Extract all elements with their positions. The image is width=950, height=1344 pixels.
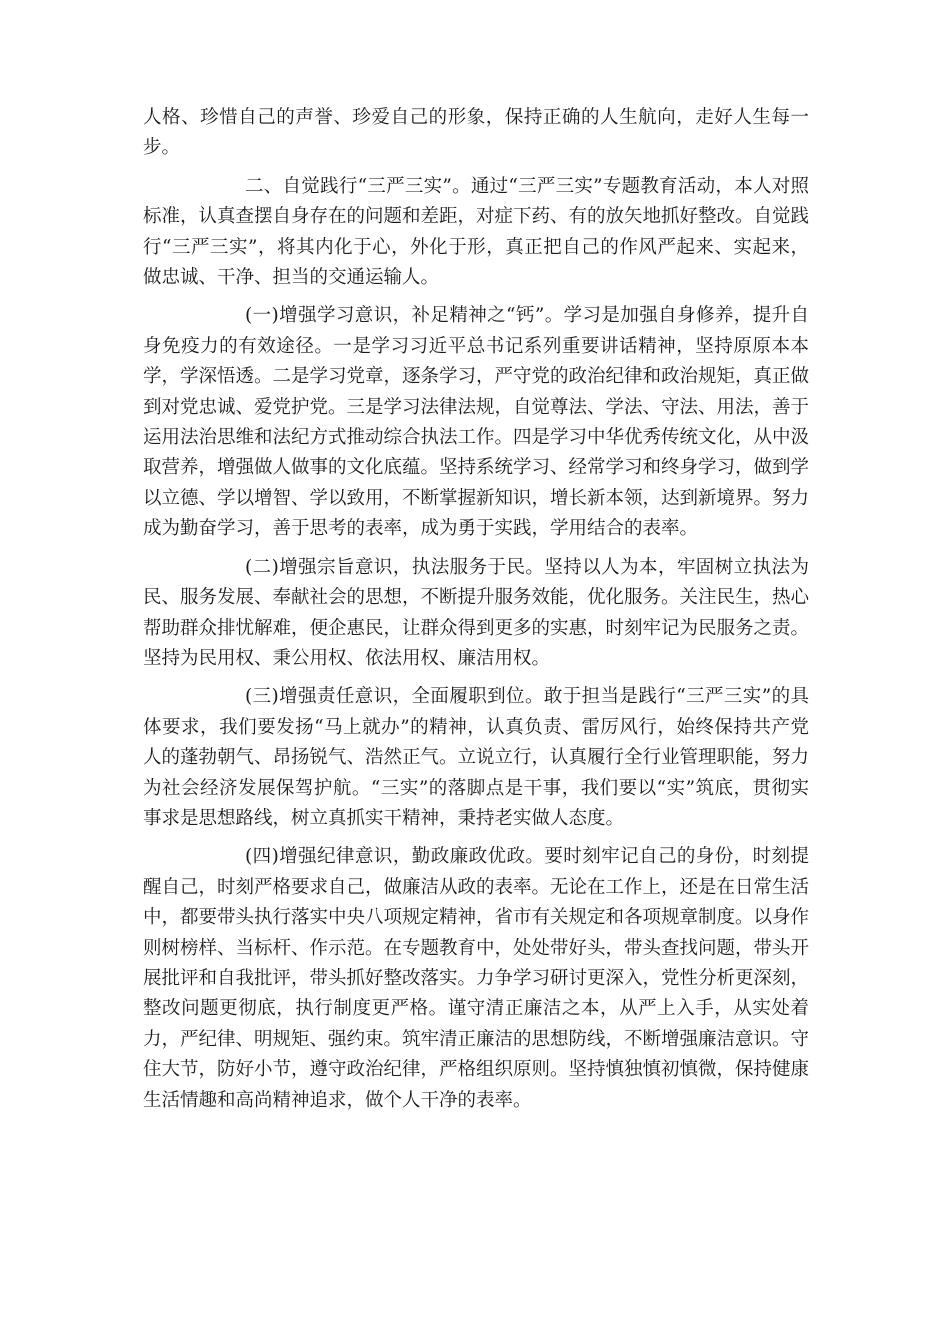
paragraph-item-four: (四)增强纪律意识，勤政廉政优政。要时刻牢记自己的身份，时刻提醒自己，时刻严格要求自己，做廉洁从政的表率。无论在工作上，还是在日常生活中，都要带头执行落实中央八项规定精神，省市有关规定和各项规章制度。以身作则树榜样、当标杆、作示范。在专题教育中，处处带好头，带头查找问题，带头开展批评和自我批评，带头抓好整改落实。力争学习研讨更深入，党性分析更深刻，整改问题更彻底，执行制度更严格。谨守清正廉洁之本，从严上入手，从实处着力，严纪律、明规矩、强约束。筑牢清正廉洁的思想防线，不断增强廉洁意识。守住大节，防好小节，遵守政治纪律，严格组织原则。坚持慎独慎初慎微，保持健康生活情趣和高尚精神追求，做个人干净的表率。 [143, 846, 810, 1111]
paragraph-item-three: (三)增强责任意识，全面履职到位。敢于担当是践行“三严三实”的具体要求，我们要发扬“马上就办”的精神，认真负责、雷厉风行，始终保持共产党人的蓬勃朝气、昂扬锐气、浩然正气。立说立行，认真履行全行业管理职能，努力为社会经济发展保驾护航。“三实”的落脚点是干事，我们要以“实”筑底，贯彻实事求是思想路线，树立真抓实干精神，秉持老实做人态度。 [143, 686, 810, 829]
paragraph-continuation: 人格、珍惜自己的声誉、珍爱自己的形象，保持正确的人生航向，走好人生每一步。 [143, 107, 809, 159]
paragraph-item-one: (一)增强学习意识，补足精神之“钙”。学习是加强自身修养，提升自身免疫力的有效途径。一是学习习近平总书记系列重要讲话精神，坚持原原本本学，学深悟透。二是学习党章，逐条学习，严守党的政治纪律和政治规矩，真正做到对党忠诚、爱党护党。三是学习法律法规，自觉尊法、学法、守法、用法，善于运用法治思维和法纪方式推动综合执法工作。四是学习中华优秀传统文化，从中汲取营养，增强做人做事的文化底蕴。坚持系统学习、经常学习和终身学习，做到学以立德、学以增智、学以致用，不断掌握新知识，增长新本领，达到新境界。努力成为勤奋学习，善于思考的表率，成为勇于实践，学用结合的表率。 [143, 305, 810, 540]
document-body [143, 103, 809, 1124]
paragraph-section-two: 二、自觉践行“三严三实”。通过“三严三实”专题教育活动，本人对照标准，认真查摆自身存在的问题和差距，对症下药、有的放矢地抓好整改。自觉践行“三严三实”，将其内化于心，外化于形，真正把自己的作风严起来、实起来，做忠诚、干净、担当的交通运输人。 [143, 175, 810, 289]
paragraph-item-two: (二)增强宗旨意识，执法服务于民。坚持以人为本，牢固树立执法为民、服务发展、奉献社会的思想，不断提升服务效能，优化服务。关注民生，热心帮助群众排忧解难，便企惠民，让群众得到更多的实惠，时刻牢记为民服务之责。坚持为民用权、秉公用权、依法用权、廉洁用权。 [143, 556, 810, 669]
